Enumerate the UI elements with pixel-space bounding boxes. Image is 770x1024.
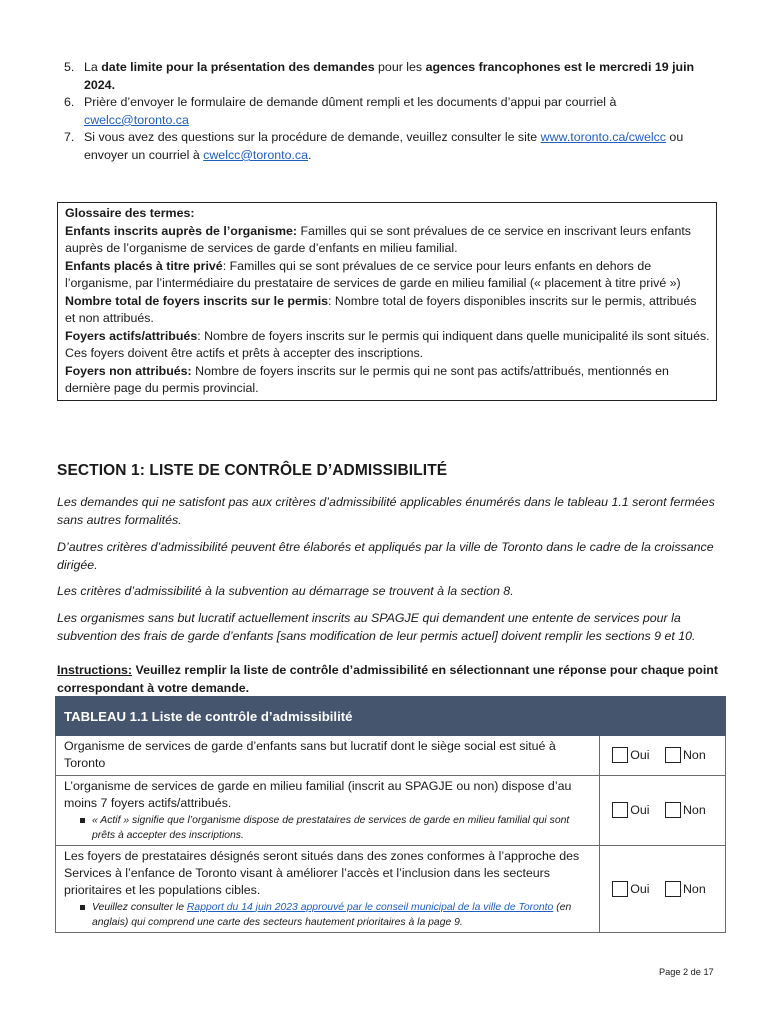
row-question: L’organisme de services de garde en milieu familial (inscrit au SPAGJE ou non) dispose d’au moins 7 foyers actifs/attribués. « Actif » signifie que l’organisme dispose de prestataires de services de garde en milieu familial qui sont prêts à accepter des inscriptions.	[56, 775, 600, 845]
row-question: Organisme de services de garde d’enfants sans but lucratif dont le siège social est situé à Toronto	[56, 736, 600, 776]
no-checkbox[interactable]	[665, 881, 681, 897]
paragraph: Les critères d’admissibilité à la subvention au démarrage se trouvent à la section 8.	[57, 584, 514, 598]
row-options: Oui Non	[600, 775, 726, 845]
bullet-icon	[80, 818, 85, 823]
list-item-5: 5. La date limite pour la présentation des demandes pour les agences francophones est le mercredi 19 juin 2024.	[64, 60, 695, 92]
no-checkbox[interactable]	[665, 747, 681, 763]
list-item-7: 7. Si vous avez des questions sur la procédure de demande, veuillez consulter le site www.toronto.ca/cwelcc ou envoyer un courriel à cwelcc@toronto.ca.	[64, 130, 684, 162]
glossary-term: Foyers non attribués: Nombre de foyers inscrits sur le permis qui ne sont pas actifs/attribués, mentionnés en dernière page du permis provincial.	[65, 363, 669, 395]
glossary-title: Glossaire des termes:	[65, 206, 195, 220]
page-number: Page 2 de 17	[659, 967, 714, 977]
table-row	[56, 845, 726, 932]
table-row	[56, 736, 726, 776]
table-row	[56, 775, 726, 845]
report-link[interactable]: Rapport du 14 juin 2023 approuvé par le conseil municipal de la ville de Toronto	[186, 901, 554, 913]
list-item-6: 6. Prière d’envoyer le formulaire de demande dûment rempli et les documents d’appui par courriel à cwelcc@toronto.ca	[64, 95, 617, 127]
yes-checkbox[interactable]	[612, 802, 628, 818]
yes-checkbox[interactable]	[612, 881, 628, 897]
glossary-term: Nombre total de foyers inscrits sur le permis: Nombre total de foyers disponibles inscrits sur le permis, attribués et non attribués.	[65, 293, 697, 325]
instructions-list	[64, 59, 724, 165]
glossary-term: Enfants inscrits auprès de l’organisme: Familles qui se sont prévalues de ce service en inscrivant leurs enfants auprès de l’organisme de services de garde d’enfants en milieu familial.	[65, 223, 691, 255]
yes-checkbox[interactable]	[612, 747, 628, 763]
email-link-2[interactable]: cwelcc@toronto.ca	[203, 147, 309, 162]
note-bullet: « Actif » signifie que l’organisme dispose de prestataires de services de garde en milieu familial qui sont prêts à accepter des inscriptions.	[64, 813, 591, 843]
no-checkbox[interactable]	[665, 802, 681, 818]
section-title: SECTION 1: LISTE DE CONTRÔLE D’ADMISSIBILITÉ	[57, 462, 448, 479]
glossary-term: Foyers actifs/attribués: Nombre de foyers inscrits sur le permis qui indiquent dans quelle municipalité ils sont situés. Ces foyers doivent être actifs et prêts à accepter des inscriptions.	[65, 328, 710, 360]
row-options: Oui Non	[600, 736, 726, 776]
bullet-icon	[80, 905, 85, 910]
paragraph: Les demandes qui ne satisfont pas aux critères d’admissibilité applicables énumérés dans le tableau 1.1 seront fermées sans autres formalités.	[57, 495, 715, 527]
email-link[interactable]: cwelcc@toronto.ca	[84, 112, 189, 127]
row-options: Oui Non	[600, 845, 726, 932]
eligibility-table	[55, 696, 726, 933]
website-link[interactable]: www.toronto.ca/cwelcc	[540, 130, 666, 145]
table-header: TABLEAU 1.1 Liste de contrôle d’admissibilité	[56, 697, 726, 736]
row-question: Les foyers de prestataires désignés seront situés dans des zones conformes à l’approche des Services à l’enfance de Toronto visant à améliorer l’accès et l’inclusion dans les secteurs prioritaires et les populations cibles. Veuillez consulter le Rapport du 14 juin 2023 approuvé par le conseil municipal de la ville de Toronto (en anglais) qui comprend une carte des secteurs hautement prioritaires à la page 9.	[56, 845, 600, 932]
note-bullet: Veuillez consulter le Rapport du 14 juin 2023 approuvé par le conseil municipal de la ville de Toronto (en anglais) qui comprend une carte des secteurs hautement prioritaires à la page 9.	[64, 900, 591, 930]
glossary-box	[57, 202, 717, 401]
paragraph: Les organismes sans but lucratif actuellement inscrits au SPAGJE qui demandent une entente de services pour la subvention des frais de garde d’enfants [sans modification de leur permis actuel] doivent remplir les sections 9 et 10.	[57, 611, 696, 643]
paragraph: D’autres critères d’admissibilité peuvent être élaborés et appliqués par la ville de Toronto dans le cadre de la croissance dirigée.	[57, 540, 714, 572]
glossary-term: Enfants placés à titre privé: Familles qui se sont prévalues de ce service pour leurs enfants en dehors de l’organisme, par l’intermédiaire du prestataire de services de garde en milieu familial (« placement à titre privé »)	[65, 258, 681, 290]
instructions-text: Instructions: Veuillez remplir la liste de contrôle d’admissibilité en sélectionnant une réponse pour chaque point correspondant à votre demande.	[57, 663, 718, 695]
